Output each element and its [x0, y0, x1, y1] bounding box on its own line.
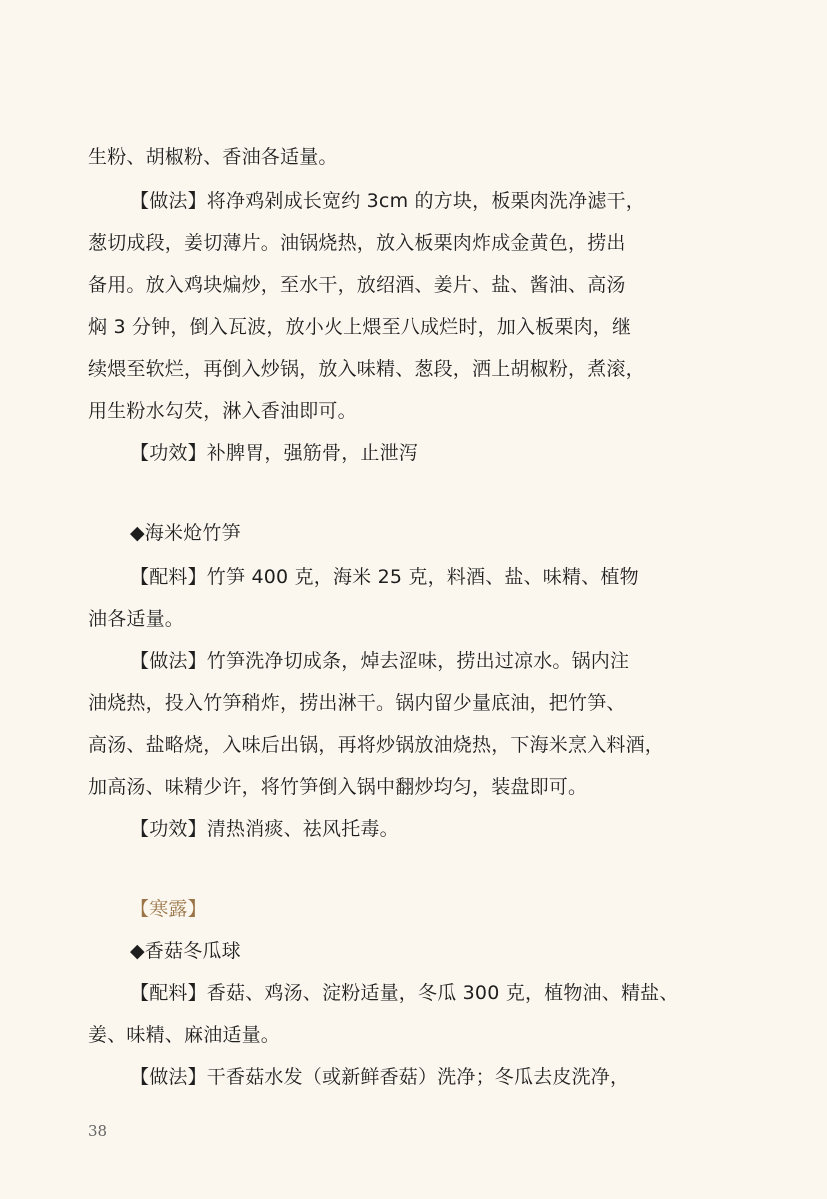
text-line: 用生粉水勾芡，淋入香油即可。 — [88, 400, 357, 422]
recipe-title: ◆海米炝竹笋 — [130, 522, 241, 544]
text-line: 焖 3 分钟，倒入瓦波，放小火上煨至八成烂时，加入板栗肉，继 — [88, 316, 632, 338]
text-line: 【功效】补脾胃，强筋骨，止泄泻 — [130, 442, 419, 464]
text-line: 续煨至软烂，再倒入炒锅，放入味精、葱段，洒上胡椒粉，煮滚， — [88, 358, 645, 380]
page-number: 38 — [88, 1122, 108, 1140]
text-line: 油各适量。 — [88, 608, 185, 630]
text-line: 【配料】竹笋 400 克，海米 25 克，料酒、盐、味精、植物 — [130, 566, 639, 588]
text-line: 备用。放入鸡块煸炒，至水干，放绍酒、姜片、盐、酱油、高汤 — [88, 274, 626, 296]
text-line: 【做法】将净鸡剁成长宽约 3cm 的方块，板栗肉洗净滤干， — [130, 190, 645, 212]
text-line: 高汤、盐略烧，入味后出锅，再将炒锅放油烧热，下海米烹入料酒， — [88, 734, 665, 756]
text-line: 姜、味精、麻油适量。 — [88, 1024, 281, 1046]
recipe-title: ◆香菇冬瓜球 — [130, 940, 241, 962]
section-heading-hanlu: 【寒露】 — [130, 898, 207, 920]
text-line: 【功效】清热消痰、祛风托毒。 — [130, 818, 399, 840]
text-line: 加高汤、味精少许，将竹笋倒入锅中翻炒均匀，装盘即可。 — [88, 776, 588, 798]
text-line: 【做法】竹笋洗净切成条，焯去涩味，捞出过凉水。锅内注 — [130, 650, 630, 672]
text-line: 【配料】香菇、鸡汤、淀粉适量，冬瓜 300 克，植物油、精盐、 — [130, 982, 679, 1004]
text-line: 生粉、胡椒粉、香油各适量。 — [88, 146, 338, 168]
text-line: 【做法】干香菇水发（或新鲜香菇）洗净；冬瓜去皮洗净， — [130, 1066, 630, 1088]
text-line: 油烧热，投入竹笋稍炸，捞出淋干。锅内留少量底油，把竹笋、 — [88, 692, 626, 714]
text-line: 葱切成段，姜切薄片。油锅烧热，放入板栗肉炸成金黄色，捞出 — [88, 232, 626, 254]
